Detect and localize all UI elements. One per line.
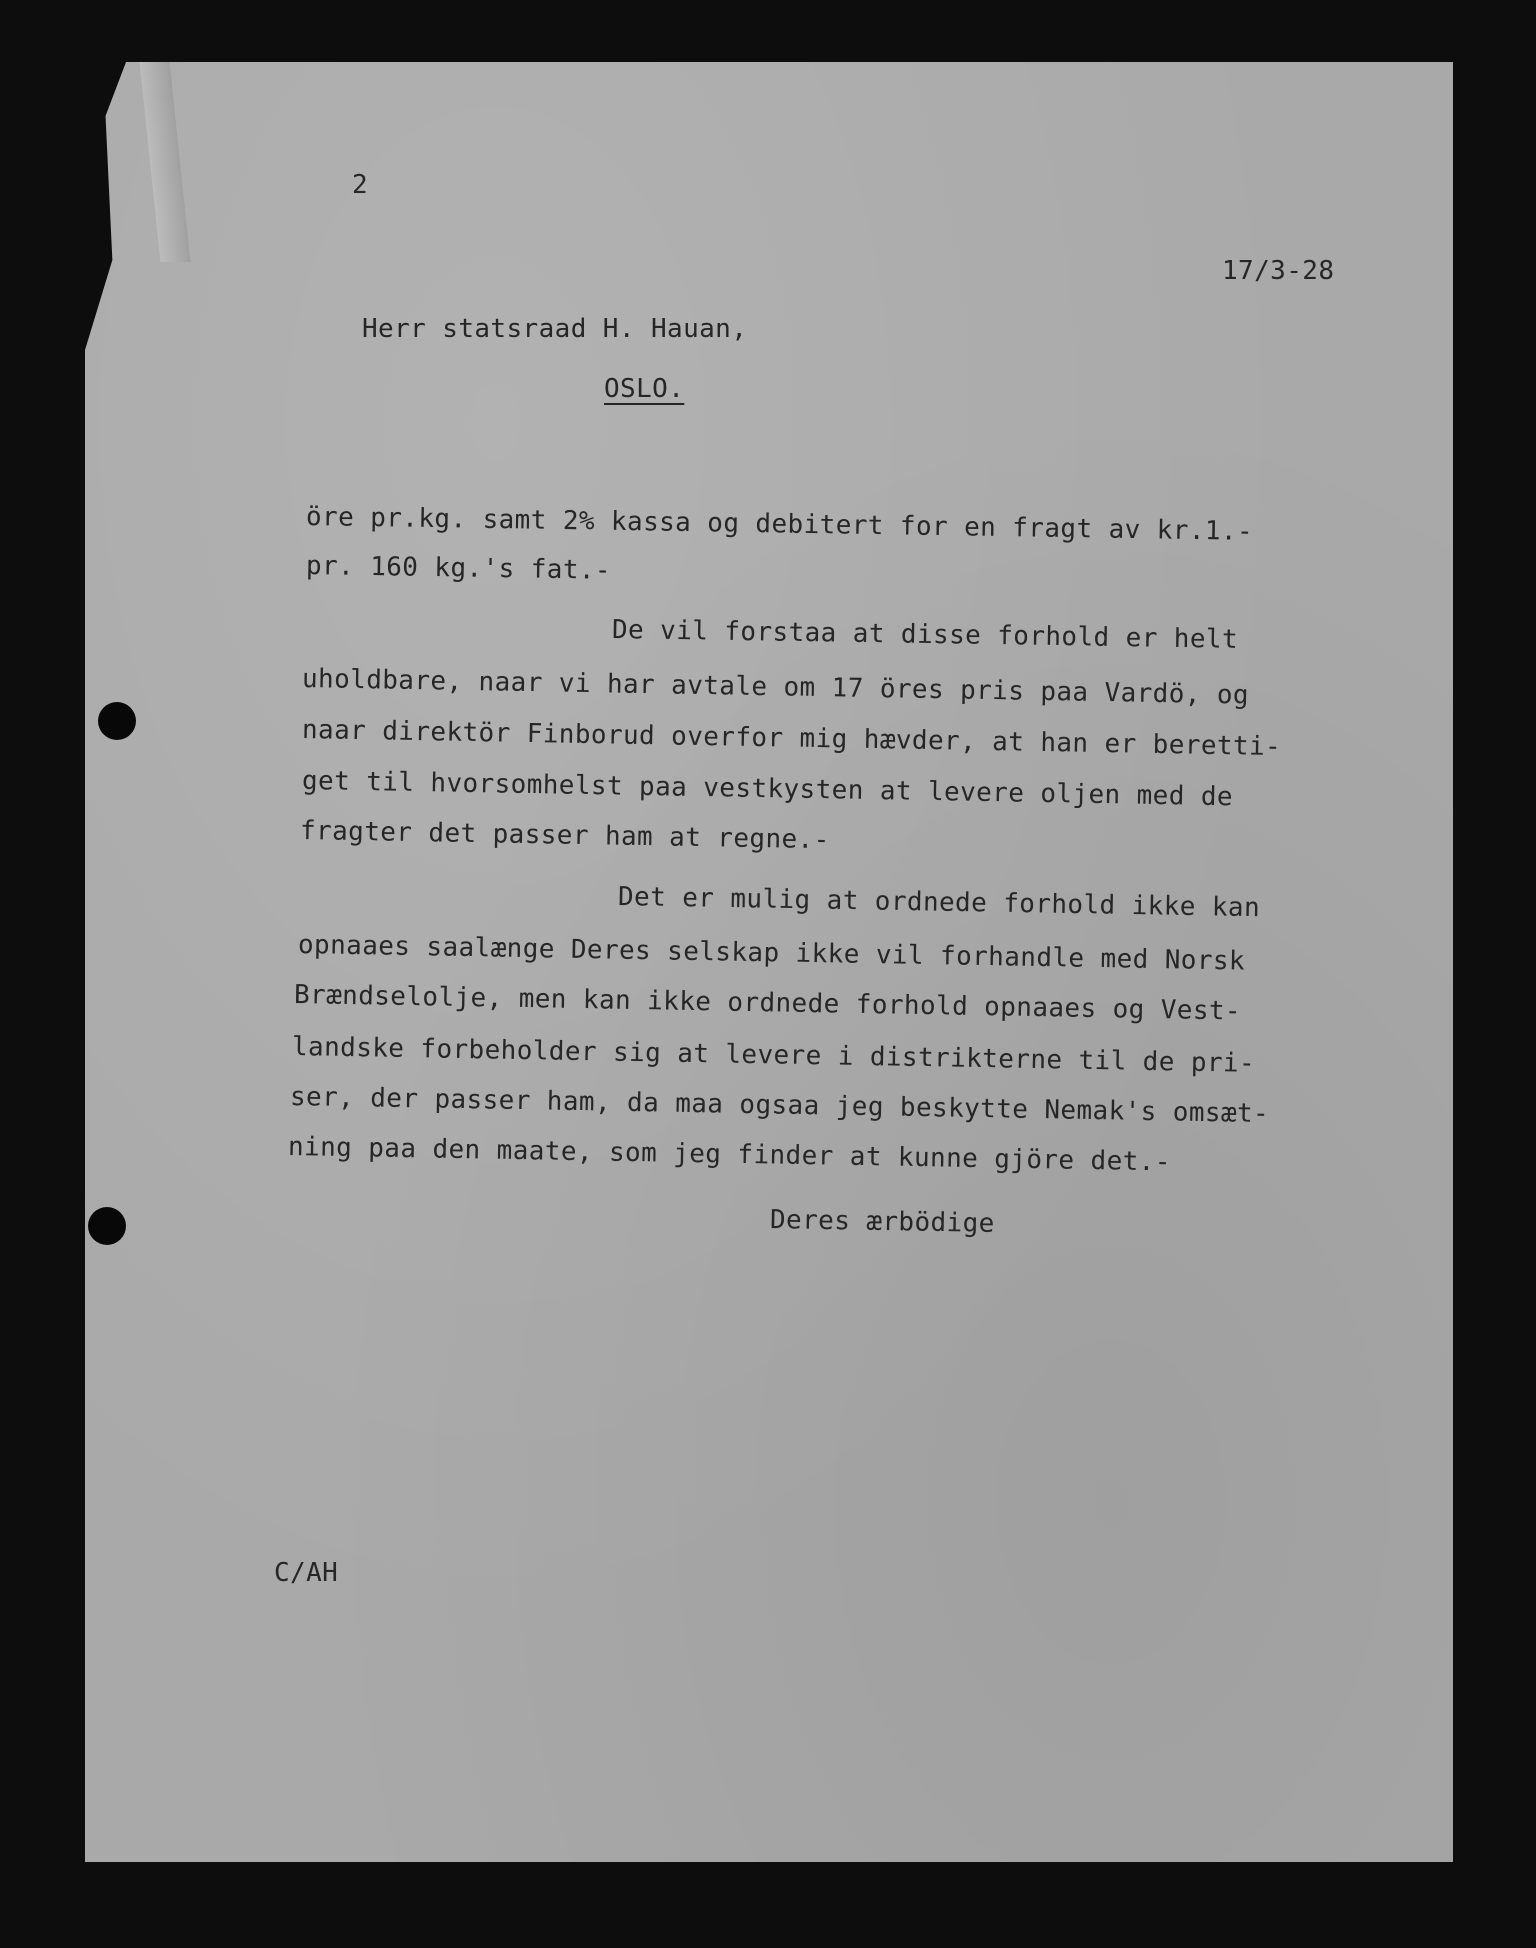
body-line-10: Brændselolje, men kan ikke ordnede forhold opnaaes og Vest- — [293, 980, 1242, 1027]
closing-salutation: Deres ærbödige — [769, 1205, 995, 1239]
body-line-13: ning paa den maate, som jeg finder at kunne gjöre det.- — [287, 1132, 1172, 1178]
body-line-6: get til hvorsomhelst paa vestkysten at levere oljen med de — [301, 766, 1234, 813]
punch-hole-bottom — [88, 1207, 126, 1245]
body-line-9: opnaaes saalænge Deres selskap ikke vil forhandle med Norsk — [297, 930, 1246, 977]
recipient-city: OSLO. — [604, 374, 685, 404]
recipient-name: Herr statsraad H. Hauan, — [362, 314, 748, 344]
typist-initials: C/AH — [274, 1558, 339, 1588]
page-number: 2 — [352, 170, 369, 200]
body-line-12: ser, der passer ham, da maa ogsaa jeg beskytte Nemak's omsæt- — [289, 1082, 1270, 1130]
body-line-11: landske forbeholder sig at levere i distrikterne til de pri- — [291, 1032, 1256, 1079]
body-line-5: naar direktör Finborud overfor mig hævder, at han er beretti- — [301, 715, 1282, 763]
body-line-8: Det er mulig at ordnede forhold ikke kan — [617, 882, 1261, 924]
body-line-2: pr. 160 kg.'s fat.- — [305, 551, 612, 586]
body-line-7: fragter det passer ham at regne.- — [299, 816, 830, 856]
body-line-1: öre pr.kg. samt 2% kassa og debitert for en fragt av kr.1.- — [305, 502, 1254, 547]
body-line-3: De vil forstaa at disse forhold er helt — [611, 615, 1239, 655]
body-line-4: uholdbare, naar vi har avtale om 17 öres pris paa Vardö, og — [301, 664, 1250, 711]
letter-date: 17/3-28 — [1222, 256, 1335, 286]
punch-hole-top — [98, 702, 136, 740]
